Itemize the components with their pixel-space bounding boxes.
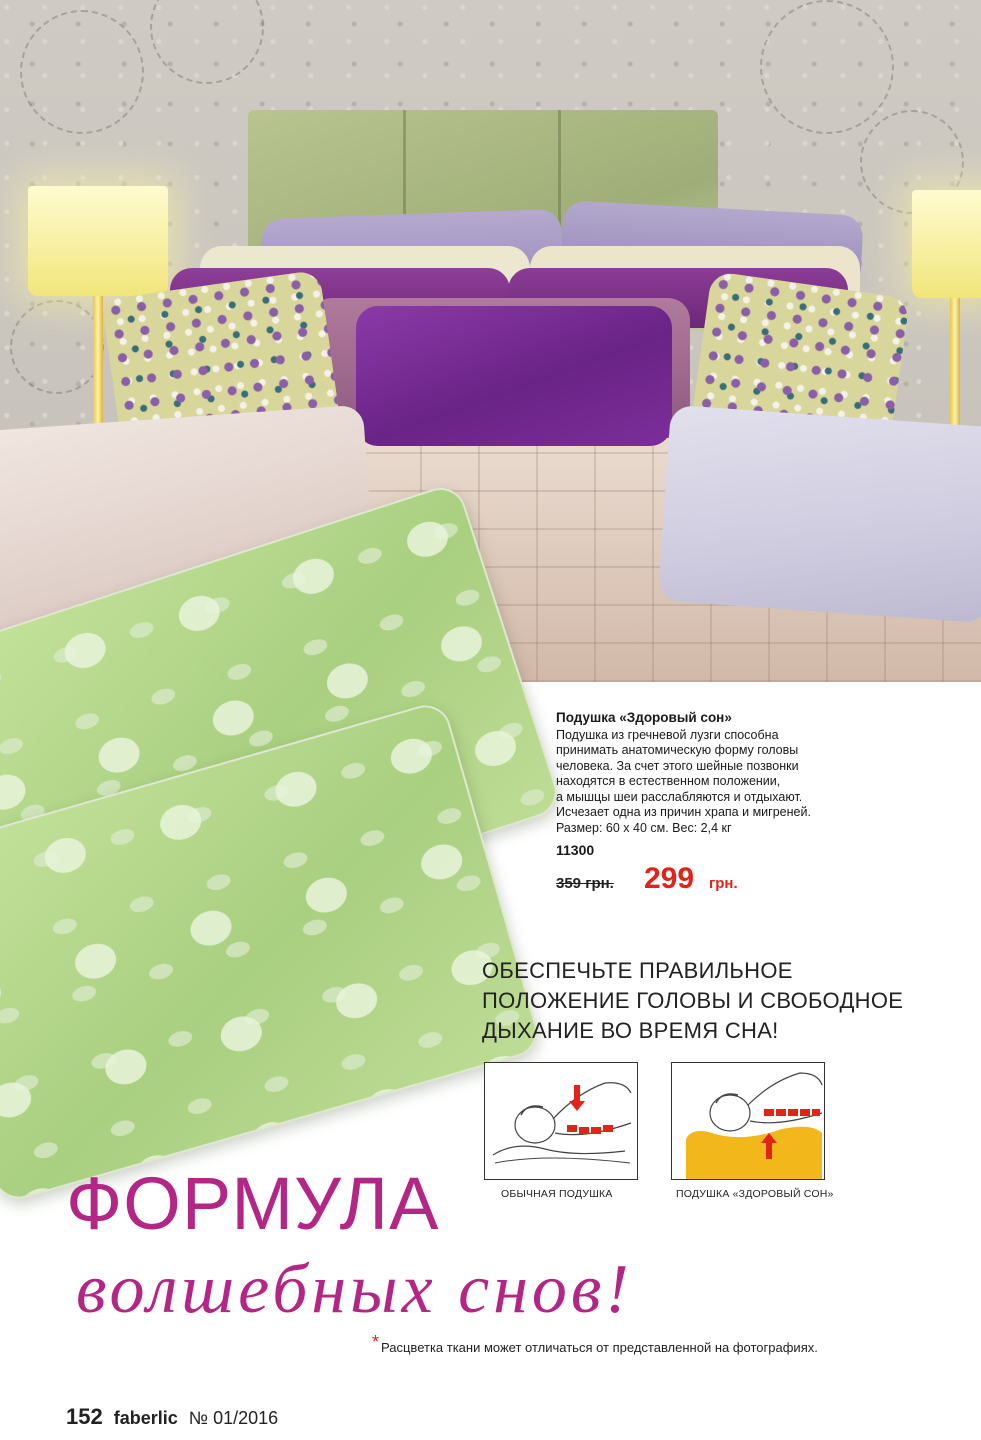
size-weight: Размер: 60 х 40 см. Вес: 2,4 кг (556, 820, 732, 835)
description-line: а мышцы шеи расслабляются и отдыхают. (556, 789, 803, 804)
lamp-stand-right (950, 298, 960, 438)
pillow (658, 405, 981, 624)
sleeper-illustration (672, 1063, 824, 1179)
lamp-stand-left (93, 296, 103, 436)
wallpaper-pattern (150, 0, 264, 84)
new-price: 299 (644, 862, 695, 895)
regular-pillow-label: ОБЫЧНАЯ ПОДУШКА (501, 1188, 613, 1200)
headline-line: ОБЕСПЕЧЬТЕ ПРАВИЛЬНОЕ (482, 958, 793, 983)
page-subtitle: волшебных снов! (76, 1251, 633, 1328)
healthy-pillow-diagram (671, 1062, 825, 1180)
sleeper-illustration (485, 1063, 637, 1179)
price-currency: грн. (709, 875, 738, 892)
description-line: человека. За счет этого шейные позвонки (556, 758, 799, 773)
disclaimer-text: Расцветка ткани может отличаться от представленной на фотографиях. (381, 1340, 818, 1355)
description-line: Исчезает одна из причин храпа и мигреней. (556, 805, 811, 819)
lamp-right (912, 190, 981, 298)
purple-pillow (356, 306, 672, 446)
wallpaper-pattern (20, 10, 144, 134)
product-description (556, 710, 916, 836)
lamp-left (28, 186, 168, 296)
page-title: ФОРМУЛА (66, 1162, 440, 1245)
asterisk: * (372, 1332, 380, 1352)
brand-name: faberlic (113, 1408, 178, 1428)
issue-number: № 01/2016 (188, 1408, 279, 1428)
wallpaper-pattern (760, 0, 894, 134)
page-footer (66, 1404, 278, 1430)
color-disclaimer (372, 1332, 818, 1357)
page-number: 152 (66, 1404, 103, 1429)
product-code: 11300 (556, 842, 595, 858)
headline-line: ПОЛОЖЕНИЕ ГОЛОВЫ И СВОБОДНОЕ (482, 988, 904, 1013)
product-name: Подушка «Здоровый сон» (556, 710, 732, 725)
product-pillows-image (0, 520, 540, 1200)
regular-pillow-diagram (484, 1062, 638, 1180)
benefit-headline (482, 956, 952, 1046)
description-line: находятся в естественном положении, (556, 774, 781, 788)
old-price: 359 грн. (556, 875, 614, 892)
healthy-pillow-label: ПОДУШКА «ЗДОРОВЫЙ СОН» (676, 1188, 834, 1200)
wallpaper-pattern (10, 300, 104, 394)
description-line: принимать анатомическую форму головы (556, 743, 799, 757)
headline-line: ДЫХАНИЕ ВО ВРЕМЯ СНА! (482, 1018, 779, 1043)
description-line: Подушка из гречневой лузги способна (556, 727, 779, 742)
